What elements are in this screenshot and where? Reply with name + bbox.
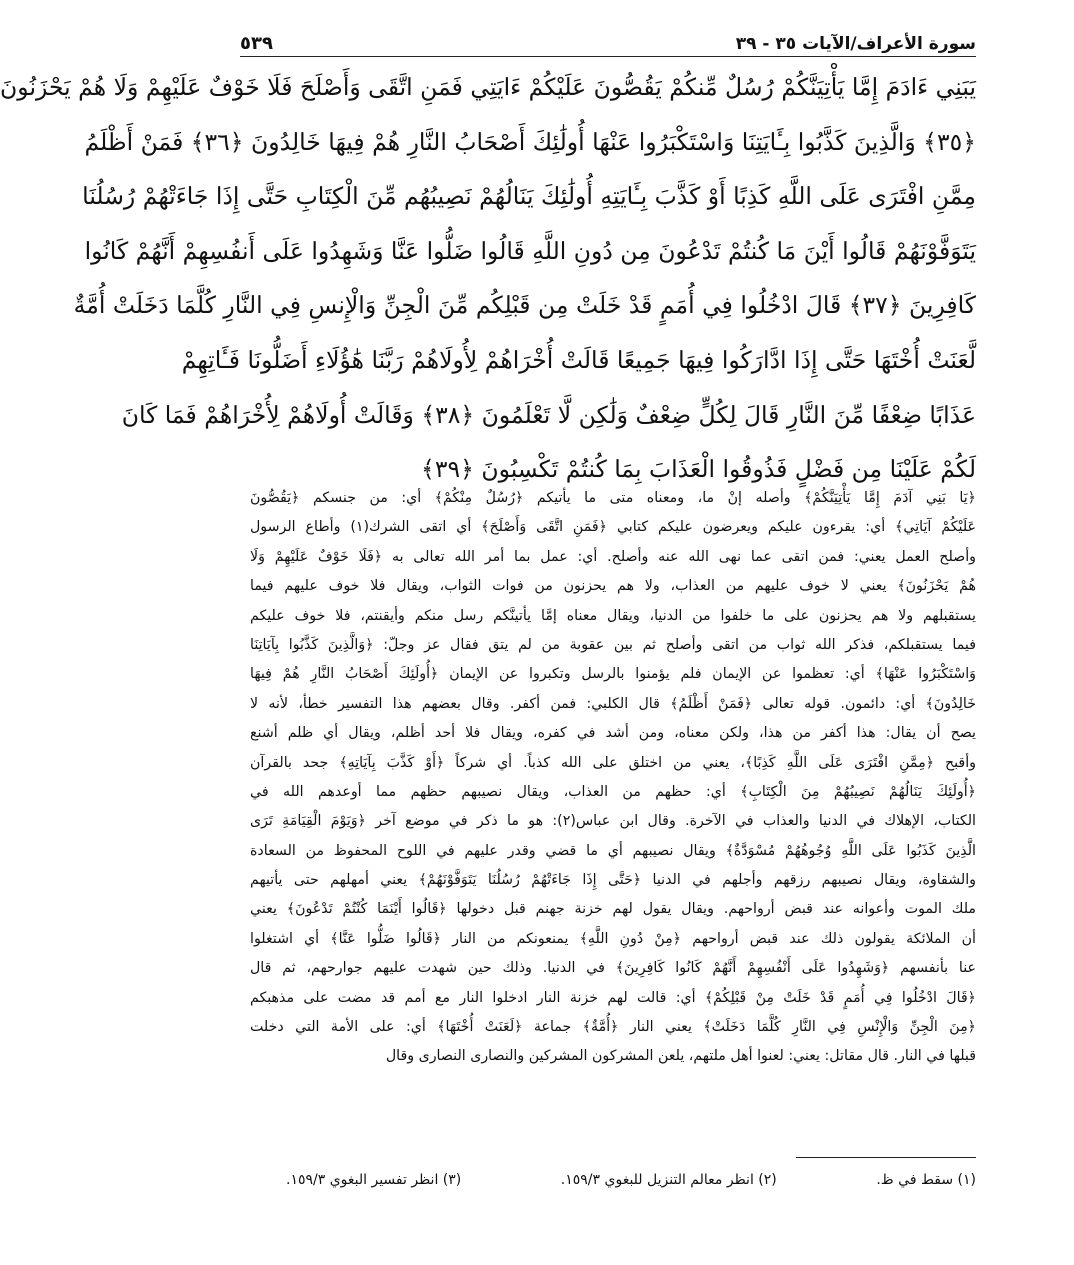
verse-line: كَافِرِينَ ﴿٣٧﴾ قَالَ ادْخُلُوا فِي أُمَمٍ قَدْ خَلَتْ مِن قَبْلِكُم مِّنَ الْجِنِّ وَالْإِنسِ فِي النَّارِ كُلَّمَا دَخَلَتْ أُمَّةٌ: [73, 291, 976, 320]
commentary-line: هُمْ يَحْزَنُونَ﴾ يعني لا خوف عليهم من العذاب، ولا هم يحزنون من فوات الثواب، ويقال فلا خوف عليهم فيما: [250, 578, 976, 595]
verse-line: يَتَوَفَّوْنَهُمْ قَالُوا أَيْنَ مَا كُنتُمْ تَدْعُونَ مِن دُونِ اللَّهِ قَالُوا ضَلُّوا عَنَّا وَشَهِدُوا عَلَى أَنفُسِهِمْ أَنَّهُمْ كَانُوا: [84, 236, 976, 265]
commentary-line: ﴿يَا بَنِي آدَمَ إِمَّا يَأْتِيَنَّكُمْ﴾ وأصله إنْ ما، ومعناه متى ما يأتيكم ﴿رُسُلٌ مِنْكُمْ﴾ أي: من جنسكم ﴿يَقُصُّونَ: [250, 490, 976, 506]
verse-line: يَبَنِي ءَادَمَ إِمَّا يَأْتِيَنَّكُمْ رُسُلٌ مِّنكُمْ يَقُصُّونَ عَلَيْكُمْ ءَايَتِي فَمَنِ اتَّقَى وَأَصْلَحَ فَلَا خَوْفٌ عَلَيْهِمْ وَلَا هُمْ يَحْزَنُونَ: [0, 73, 976, 101]
commentary-line: ﴿مِنَ الْجِنِّ وَالْإِنْسِ فِي النَّارِ كُلَّمَا دَخَلَتْ﴾ يعني النار ﴿أُمَّةٌ﴾ جماعة ﴿لَعَنَتْ أُخْتَهَا﴾ أي: على الأمة التي دخلت: [250, 1019, 976, 1036]
commentary-line: عنا بأنفسهم ﴿وَشَهِدُوا عَلَى أَنْفُسِهِمْ أَنَّهُمْ كَانُوا كَافِرِينَ﴾ في الدنيا. وذلك حين شهدت عليهم جوارحهم، ثم قال: [250, 960, 976, 977]
commentary-line: الكتاب، الإهلاك في الدنيا والعذاب في الآخرة. وقال ابن عباس(٢): هو ما ذكر في موضع آخر ﴿وَيَوْمَ الْقِيَامَةِ تَرَى: [250, 813, 976, 830]
surah-title: سورة الأعراف/الآيات ٣٥ - ٣٩: [735, 34, 976, 54]
commentary-line: ﴿أُولَئِكَ يَنَالُهُمْ نَصِيبُهُمْ مِنَ الْكِتَابِ﴾ أي: حظهم من العذاب، ويقال نصيبهم حظهم مما أوعدهم الله في: [250, 783, 976, 800]
commentary-line: وأصلح العمل يعني: فمن اتقى عما نهى الله عنه وأصلح. أي: عمل بما أمر الله تعالى به ﴿فَلَا خَوْفٌ عَلَيْهِمْ وَلَا: [250, 548, 976, 565]
page-number: ٥٣٩: [240, 33, 273, 54]
verse-line: ﴿٣٥﴾ وَالَّذِينَ كَذَّبُوا بِـَٔايَتِنَا وَاسْتَكْبَرُوا عَنْهَا أُولَٰئِكَ أَصْحَابُ النَّارِ هُمْ فِيهَا خَالِدُونَ ﴿٣٦﴾ فَمَنْ أَظْلَمُ: [84, 127, 976, 156]
footnote-separator: [796, 1157, 976, 1158]
commentary-line: ﴿قَالَ ادْخُلُوا فِي أُمَمٍ قَدْ خَلَتْ مِنْ قَبْلِكُمْ﴾ أي: قالت لهم خزنة النار ادخلوا النار مع أمم قد مضت على مذهبكم: [250, 989, 976, 1006]
commentary-line: والشقاوة، ويقال نصيبهم رزقهم وأجلهم في الدنيا ﴿حَتَّى إِذَا جَاءَتْهُمْ رُسُلُنَا يَتَوَفَّوْنَهُمْ﴾ يعني أمهلهم حتى يأتيهم: [250, 872, 976, 889]
verse-line: لَّعَنَتْ أُخْتَهَا حَتَّى إِذَا ادَّارَكُوا فِيهَا جَمِيعًا قَالَتْ أُخْرَاهُمْ لِأُولَاهُمْ رَبَّنَا هَٰؤُلَاءِ أَضَلُّونَا فَـَٔاتِهِمْ: [181, 345, 976, 374]
footnotes: [286, 1172, 976, 1188]
verse-line: مِمَّنِ افْتَرَى عَلَى اللَّهِ كَذِبًا أَوْ كَذَّبَ بِـَٔايَتِهِ أُولَٰئِكَ يَنَالُهُمْ نَصِيبُهُم مِّنَ الْكِتَابِ حَتَّى إِذَا جَاءَتْهُمْ رُسُلُنَا: [82, 182, 976, 211]
commentary-line: أن الملائكة يقولون ذلك عند قبض أرواحهم ﴿مِنْ دُونِ اللَّهِ﴾ يمنعونكم من النار ﴿قَالُوا ضَلُّوا عَنَّا﴾ أي اشتغلوا: [250, 930, 976, 947]
commentary-line: يصح أن يقال: هذا أكفر من هذا، ولكن معناه، ومن أشد في كفره، ويقال فلا أحد أظلم، ويقال أي ظلم أشنع: [250, 725, 976, 742]
verse-line: عَذَابًا ضِعْفًا مِّنَ النَّارِ قَالَ لِكُلٍّ ضِعْفٌ وَلَٰكِن لَّا تَعْلَمُونَ ﴿٣٨﴾ وَقَالَتْ أُولَاهُمْ لِأُخْرَاهُمْ فَمَا كَانَ: [121, 400, 976, 429]
commentary-line: وأقبح ﴿مِمَّنِ افْتَرَى عَلَى اللَّهِ كَذِبًا﴾، يعني من اختلق على الله كذباً. أي شركاً ﴿أَوْ كَذَّبَ بِآيَاتِهِ﴾ جحد بالقرآن: [250, 754, 976, 771]
commentary-line: ملك الموت وأعوانه عند قبض أرواحهم. ويقال يقول لهم خزنة جهنم قبل دخولها ﴿قَالُوا أَيْنَمَا كُنْتُمْ تَدْعُونَ﴾ يعني: [250, 901, 976, 918]
footnote-3: (٣) انظر تفسير البغوي ١٥٩/٣.: [286, 1172, 462, 1188]
commentary-line: خَالِدُونَ﴾ أي: دائمون. قوله تعالى ﴿فَمَنْ أَظْلَمُ﴾ قال الكلبي: فمن أكفر. وقال بعضهم هذا التفسير خطأ، لأنه لا: [250, 695, 976, 712]
commentary-line: يستقبلهم ولا هم يحزنون على ما خلفوا من الدنيا، ويقال معناه إمَّا يأتينَّكم رسل منكم وأيقنتم، فلا خوف عليكم: [250, 607, 976, 624]
page-header: [240, 26, 976, 57]
commentary-line: عَلَيْكُمْ آيَاتِي﴾ أي: يقرءون عليكم ويعرضون عليكم كتابي ﴿فَمَنِ اتَّقَى وَأَصْلَحَ﴾ أي اتقى الشرك(١) وأطاع الرسول: [250, 519, 977, 536]
tafsir-commentary: [250, 484, 976, 1072]
quran-verses-block: [0, 62, 976, 499]
commentary-line: قبلها في النار. قال مقاتل: يعني: لعنوا أهل ملتهم، يلعن المشركون المشركين والنصارى النصارى وقال: [385, 1048, 976, 1065]
commentary-line: فيما يستقبلكم، فذكر الله ثواب من اتقى وأصلح ثم بين عقوبة من لم يتق فقال عز وجلّ: ﴿وَالَّذِينَ كَذَّبُوا بِآيَاتِنَا: [250, 636, 976, 653]
footnote-1: (١) سقط في ظ.: [876, 1172, 976, 1188]
verse-line: لَكُمْ عَلَيْنَا مِن فَضْلٍ فَذُوقُوا الْعَذَابَ بِمَا كُنتُمْ تَكْسِبُونَ ﴿٣٩﴾: [421, 455, 976, 484]
commentary-line: وَاسْتَكْبَرُوا عَنْهَا﴾ أي: تعظموا عن الإيمان فلم يؤمنوا بالرسل وتكبروا عن الإيمان ﴿أُولَئِكَ أَصْحَابُ النَّارِ هُمْ فِيهَا: [250, 666, 976, 683]
commentary-line: الَّذِينَ كَذَبُوا عَلَى اللَّهِ وُجُوهُهُمْ مُسْوَدَّةٌ﴾ ويقال نصيبهم أي ما قضي وقدر عليهم في اللوح المحفوظ من السعادة: [250, 842, 976, 859]
footnote-2: (٢) انظر معالم التنزيل للبغوي ١٥٩/٣.: [560, 1172, 777, 1188]
